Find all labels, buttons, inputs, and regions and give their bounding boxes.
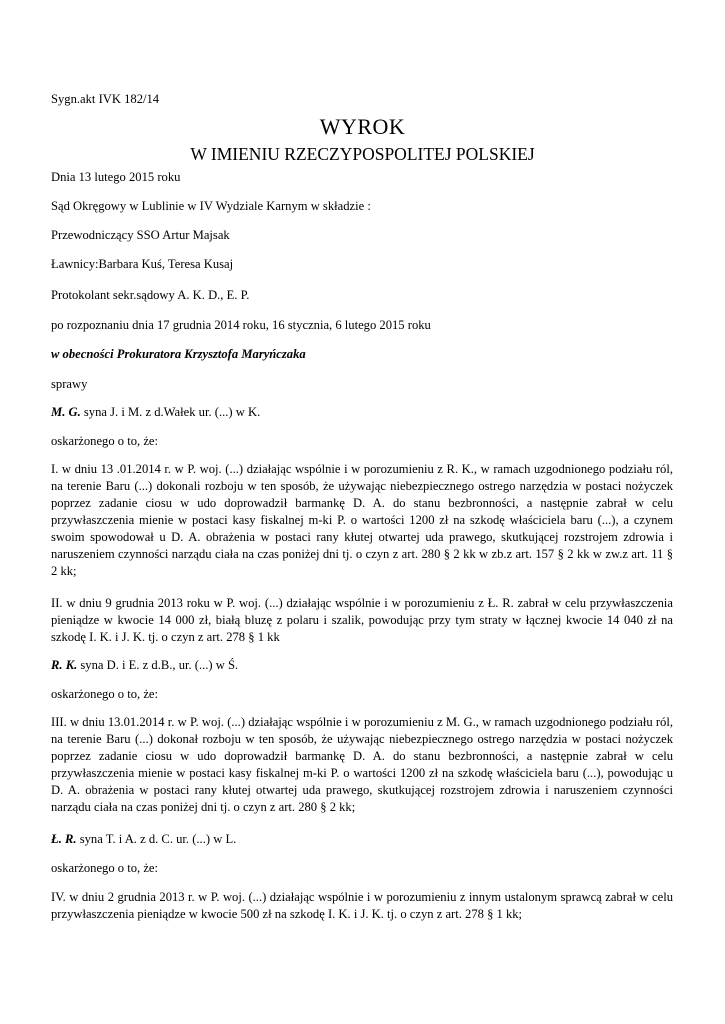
charge-2: II. w dniu 9 grudnia 2013 roku w P. woj. (...) działając wspólnie i w porozumieniu z Ł. R. zabrał w celu przywłaszczenia pieniądze w kwocie 14 000 zł, białą bluzę z polaru i szalik, powodując przy tym straty w łącznej kwocie 14 040 zł na szkodę I. K. i J. K. tj. o czyn z art. 278 § 1 kk — [51, 596, 673, 644]
presiding-judge: Przewodniczący SSO Artur Majsak — [51, 228, 230, 242]
verdict-date: Dnia 13 lutego 2015 roku — [51, 170, 181, 184]
defendant-2-details: syna D. i E. z d.B., ur. (...) w Ś. — [77, 658, 239, 672]
case-label: sprawy — [51, 377, 88, 391]
defendant-3 — [51, 831, 673, 848]
court-composition: Sąd Okręgowy w Lublinie w IV Wydziale Karnym w składzie : — [51, 199, 371, 213]
charged-label-3: oskarżonego o to, że: — [51, 861, 159, 875]
prosecutor-line: w obecności Prokuratora Krzysztofa Maryńczaka — [51, 347, 306, 361]
hearing-dates: po rozpoznaniu dnia 17 grudnia 2014 roku, 16 stycznia, 6 lutego 2015 roku — [51, 318, 431, 332]
charged-label-1: oskarżonego o to, że: — [51, 434, 159, 448]
case-signature: Sygn.akt IVK 182/14 — [51, 92, 160, 106]
defendant-2 — [51, 657, 673, 674]
charged-label-2: oskarżonego o to, że: — [51, 687, 159, 701]
defendant-1 — [51, 404, 673, 421]
charge-4: IV. w dniu 2 grudnia 2013 r. w P. woj. (...) działając wspólnie i w porozumieniu z innym ustalonym sprawcą zabrał w celu przywłaszczenia pieniądze w kwocie 500 zł na szkodę I. K. i J. K. tj. o czyn z art. 278 § 1 kk; — [51, 890, 673, 921]
defendant-2-name: R. K. — [51, 658, 78, 672]
lay-judges: Ławnicy:Barbara Kuś, Teresa Kusaj — [51, 257, 234, 271]
verdict-title: WYROK — [319, 114, 406, 139]
defendant-3-name: Ł. R. — [51, 832, 77, 846]
charge-1: I. w dniu 13 .01.2014 r. w P. woj. (...) działając wspólnie i w porozumieniu z R. K., w ramach uzgodnionego podziału ról, na terenie Baru (...) dokonali rozboju w ten sposób, że używając niebezpiecznego ostrego narzędzia w postaci nożyczek poprzez zadanie ciosu w udo doprowadził barmankę D. A. do stanu bezbronności, a następnie zabrał w celu przywłaszczenia mienie w postaci kasy fiskalnej m-ki P. o wartości 1200 zł na szkodę właściciela baru (...), a czynem swoim spowodował u D. A. obrażenia w postaci rany kłutej otwartej uda prawego, skutkującej rozstrojem zdrowia i naruszeniem czynności narządu ciała na czas poniżej dni tj. o czyn z art. 280 § 2 kk w zb.z art. 157 § 2 kk w zw.z art. 11 § 2 kk; — [51, 462, 673, 578]
verdict-subtitle: W IMIENIU RZECZYPOSPOLITEJ POLSKIEJ — [190, 144, 535, 164]
defendant-1-details: syna J. i M. z d.Wałek ur. (...) w K. — [80, 405, 261, 419]
defendant-3-details: syna T. i A. z d. C. ur. (...) w L. — [76, 832, 237, 846]
charge-3: III. w dniu 13.01.2014 r. w P. woj. (...) działając wspólnie i w porozumieniu z M. G., w ramach uzgodnionego podziału ról, na terenie Baru (...) dokonał rozboju w ten sposób, że używając niebezpiecznego ostrego narzędzia w postaci nożyczek poprzez zadanie ciosu w udo doprowadził barmankę D. A. do stanu bezbronności, a następnie zabrał w celu przywłaszczenia mienie w postaci kasy fiskalnej m-ki P. o wartości 1200 zł na szkodę właściciela baru (...), powodując u D. A. obrażenia w postaci rany kłutej otwartej uda prawego, skutkującej rozstrojem zdrowia i naruszeniem czynności narządu ciała na czas poniżej dni tj. o czyn z art. 280 § 2 kk; — [51, 715, 673, 814]
court-clerk: Protokolant sekr.sądowy A. K. D., E. P. — [51, 288, 250, 302]
defendant-1-name: M. G. — [51, 405, 81, 419]
